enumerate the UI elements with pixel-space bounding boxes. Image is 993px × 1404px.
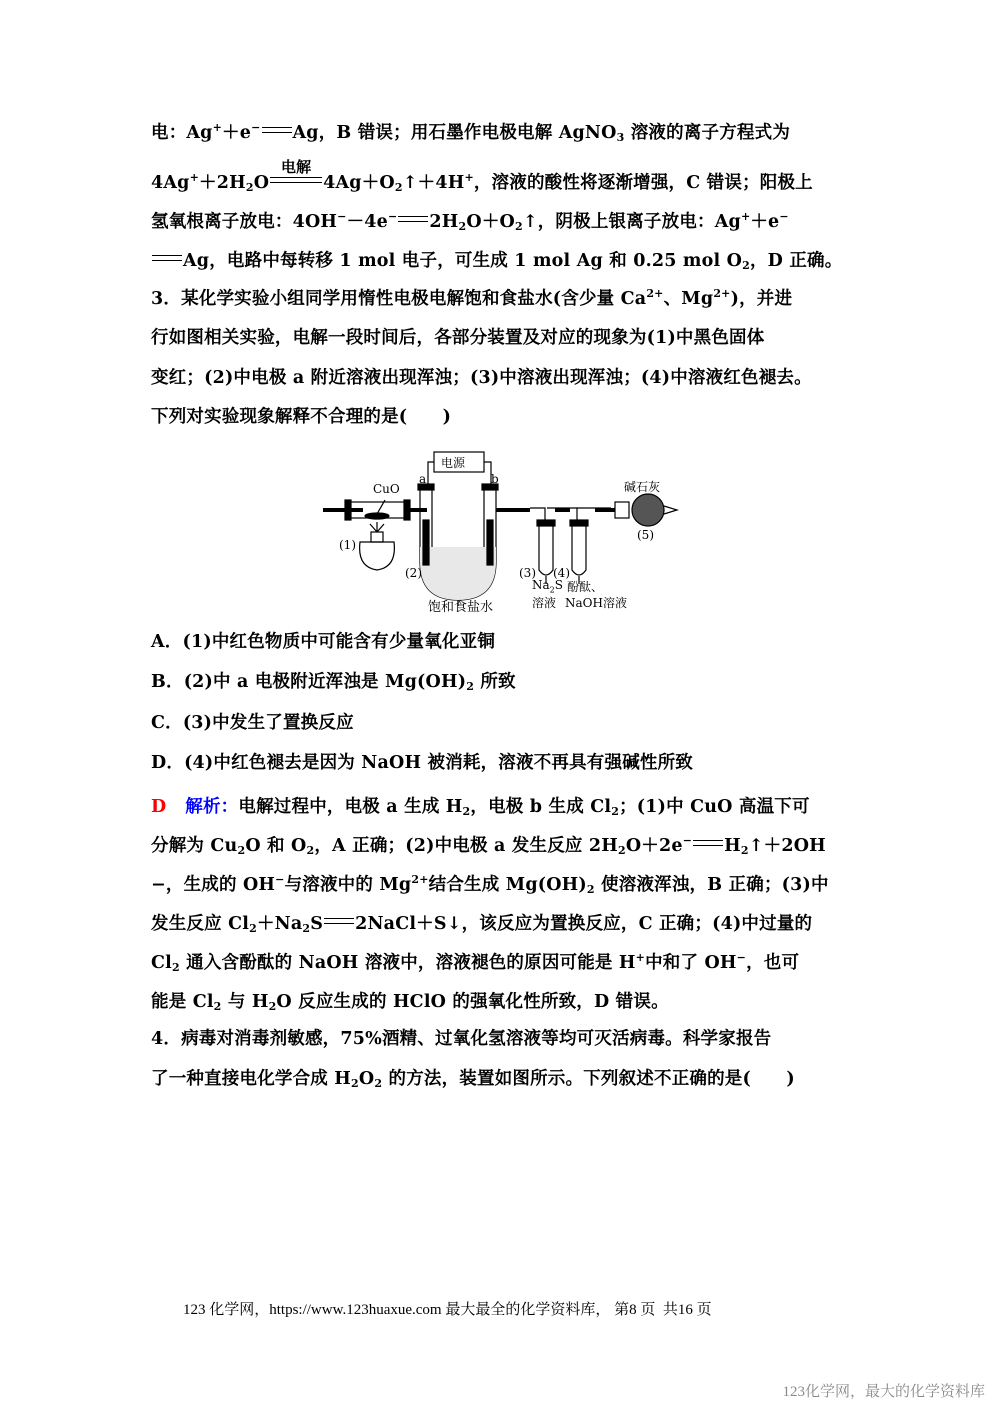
option-c: C．(3)中发生了置换反应 bbox=[151, 713, 354, 733]
text: 通入含酚酞的 NaOH 溶液中，溶液褪色的原因可能是 H bbox=[179, 953, 636, 973]
equals-sign bbox=[152, 255, 182, 261]
text: 2NaCl＋S↓，该反应为置换反应，C 正确；(4)中过量的 bbox=[355, 914, 813, 934]
text: )，并进 bbox=[730, 289, 793, 309]
question-3-line-3: 变红；(2)中电极 a 附近溶液出现浑浊；(3)中溶液出现浑浊；(4)中溶液红色褪去。 bbox=[151, 368, 812, 388]
sup: + bbox=[189, 171, 200, 184]
prev-solution-line-3 bbox=[151, 210, 851, 234]
power-source-label: 电源 bbox=[441, 456, 466, 470]
lamp-flame bbox=[370, 522, 384, 532]
equals-sign bbox=[398, 216, 428, 222]
analysis-line-4 bbox=[151, 912, 851, 936]
sup: − bbox=[275, 873, 285, 886]
analysis-line-3 bbox=[151, 873, 851, 897]
equals-sign bbox=[693, 840, 723, 846]
stopper-4 bbox=[570, 520, 588, 526]
sub: 2 bbox=[374, 1077, 383, 1090]
sup: 2+ bbox=[713, 287, 731, 300]
text: 所致 bbox=[474, 672, 516, 692]
sup: − bbox=[251, 121, 261, 134]
sup: − bbox=[682, 834, 693, 847]
text: Ag，电路中每转移 1 mol 电子，可生成 1 mol Ag 和 0.25 mol O bbox=[183, 251, 743, 271]
test-tube-3 bbox=[539, 526, 553, 575]
electrode-b bbox=[487, 520, 493, 565]
question-4-line-2 bbox=[151, 1067, 851, 1091]
total-pages: 共16 页 bbox=[662, 1302, 712, 1318]
test-tube-4 bbox=[572, 526, 586, 575]
tube-stopper-right bbox=[404, 500, 410, 520]
label-4: (4) bbox=[553, 566, 570, 580]
text: ↑＋2OH bbox=[748, 836, 826, 856]
drying-tube-neck bbox=[615, 502, 629, 518]
question-3-line-1 bbox=[151, 287, 851, 311]
naoh-solution-label: NaOH溶液 bbox=[565, 596, 627, 610]
text: O＋2e bbox=[625, 836, 683, 856]
analysis-line-5 bbox=[151, 951, 851, 975]
label-3: (3) bbox=[519, 566, 536, 580]
text: 氢氧根离子放电：4OH bbox=[151, 212, 338, 232]
sub: 2 bbox=[618, 844, 626, 857]
question-3-line-2: 行如图相关实验，电解一段时间后，各部分装置及对应的现象为(1)中黑色固体 bbox=[151, 328, 765, 348]
text: H bbox=[724, 836, 741, 856]
sub: 2 bbox=[306, 844, 315, 857]
text: 中和了 OH bbox=[645, 953, 737, 973]
text: −，生成的 OH bbox=[151, 875, 276, 895]
text: 4Ag bbox=[151, 173, 190, 193]
text: －4e bbox=[346, 212, 388, 232]
alcohol-lamp bbox=[360, 542, 395, 570]
electrolysis-apparatus-figure bbox=[315, 442, 695, 614]
phenolphthalein-label: 酚酞、 bbox=[567, 580, 604, 594]
text: O 和 O bbox=[245, 836, 307, 856]
text: Ag，B 错误；用石墨作电极电解 AgNO bbox=[292, 123, 617, 143]
text: ，A 正确；(2)中电极 a 发生反应 2H bbox=[314, 836, 618, 856]
analysis-line-2 bbox=[151, 834, 851, 858]
sup: + bbox=[212, 121, 223, 134]
text: S bbox=[310, 914, 324, 934]
text: ＋e bbox=[222, 123, 252, 143]
text: ；(1)中 CuO 高温下可 bbox=[619, 797, 810, 817]
sub: 2 bbox=[466, 680, 475, 693]
na2s-label bbox=[532, 578, 563, 594]
text: 4Ag＋O bbox=[323, 173, 395, 193]
option-a: A．(1)中红色物质中可能含有少量氧化亚铜 bbox=[151, 632, 496, 652]
analysis-line-6 bbox=[151, 990, 851, 1014]
text: ，溶液的酸性将逐渐增强，C 错误；阳极上 bbox=[473, 173, 813, 193]
footer-text: 123 化学网，https://www.123huaxue.com 最大最全的化学资料库， bbox=[183, 1302, 611, 1318]
text: 2H bbox=[429, 212, 459, 232]
sup: + bbox=[635, 951, 646, 964]
option-d: D．(4)中红色褪去是因为 NaOH 被消耗，溶液不再具有强碱性所致 bbox=[151, 753, 694, 773]
text: 电：Ag bbox=[151, 123, 213, 143]
text: 结合生成 Mg(OH) bbox=[428, 875, 587, 895]
answer-letter: D bbox=[151, 797, 167, 817]
text: ，D 正确。 bbox=[749, 251, 843, 271]
sub: 2 bbox=[458, 220, 467, 233]
question-4-line-1: 4．病毒对消毒剂敏感，75%酒精、过氧化氢溶液等均可灭活病毒。科学家报告 bbox=[151, 1029, 772, 1049]
lamp-neck bbox=[371, 532, 383, 542]
text: 分解为 Cu bbox=[151, 836, 238, 856]
equals-sign bbox=[324, 918, 354, 924]
brine-label: 饱和食盐水 bbox=[428, 600, 494, 615]
watermark: 123化学网，最大的化学资料库 bbox=[782, 1384, 985, 1400]
text: B．(2)中 a 电极附近浑浊是 Mg(OH) bbox=[151, 672, 467, 692]
sub: 2 bbox=[268, 1000, 277, 1013]
sub: 3 bbox=[616, 131, 625, 144]
label-5: (5) bbox=[637, 528, 654, 542]
electrode-b-label: b bbox=[491, 472, 499, 486]
text: 溶液的离子方程式为 bbox=[624, 123, 791, 143]
sub: 2 bbox=[171, 961, 180, 974]
wire-a bbox=[428, 462, 434, 487]
text: ＋Na bbox=[256, 914, 303, 934]
wire-b bbox=[484, 462, 491, 487]
label-1: (1) bbox=[339, 538, 356, 552]
text: ＋2H bbox=[199, 173, 246, 193]
drying-tube-tip bbox=[664, 506, 677, 514]
condition-label: 电解 bbox=[280, 158, 312, 176]
sub: 2 bbox=[742, 259, 750, 272]
brine bbox=[420, 547, 496, 600]
text: 使溶液浑浊，B 正确；(3)中 bbox=[594, 875, 829, 895]
text: 与 H bbox=[221, 992, 269, 1012]
sub: 2 bbox=[462, 805, 471, 818]
sup: − bbox=[779, 210, 789, 223]
analysis-line-1 bbox=[151, 795, 851, 819]
prev-solution-line-4 bbox=[151, 249, 851, 273]
sub: 2 bbox=[611, 805, 620, 818]
soda-lime-label: 碱石灰 bbox=[624, 480, 661, 494]
text: ，也可 bbox=[746, 953, 800, 973]
text: 的方法，装置如图所示。下列叙述不正确的是( ) bbox=[382, 1069, 795, 1089]
text: 3．某化学实验小组同学用惰性电极电解饱和食盐水(含少量 Ca bbox=[151, 289, 647, 309]
equals-sign bbox=[262, 127, 292, 133]
text: O 反应生成的 HClO 的强氧化性所致，D 错误。 bbox=[276, 992, 669, 1012]
cuo-label: CuO bbox=[373, 482, 400, 496]
text: ↑＋4H bbox=[402, 173, 465, 193]
analysis-label: 解析： bbox=[185, 797, 239, 817]
tube-stopper-left bbox=[345, 500, 351, 520]
electrode-a bbox=[423, 520, 429, 565]
text: ，电极 b 生成 Cl bbox=[470, 797, 612, 817]
soda-lime-bulb bbox=[632, 494, 664, 526]
question-3-line-4: 下列对实验现象解释不合理的是( ) bbox=[151, 407, 452, 427]
text: O bbox=[253, 173, 270, 193]
sub: 2 bbox=[249, 922, 257, 935]
sub: 2 bbox=[740, 844, 749, 857]
text: 能是 Cl bbox=[151, 992, 214, 1012]
text: 、Mg bbox=[663, 289, 714, 309]
sub: 2 bbox=[302, 922, 311, 935]
sub: 2 bbox=[237, 844, 246, 857]
sup: + bbox=[740, 210, 751, 223]
text: 发生反应 Cl bbox=[151, 914, 250, 934]
text: ↑，阴极上银离子放电：Ag bbox=[522, 212, 741, 232]
sub: 2 bbox=[245, 181, 254, 194]
sub: 2 bbox=[549, 585, 555, 595]
option-b bbox=[151, 670, 851, 694]
text: Cl bbox=[151, 953, 172, 973]
sub: 2 bbox=[351, 1077, 359, 1090]
text: Na bbox=[532, 578, 550, 592]
sup: 2+ bbox=[411, 873, 429, 886]
page-number: 第8 页 bbox=[614, 1302, 656, 1318]
prev-solution-line-1 bbox=[151, 121, 851, 145]
sup: − bbox=[388, 210, 398, 223]
text: S bbox=[554, 578, 563, 592]
text: ＋e bbox=[750, 212, 780, 232]
text: 了一种直接电化学合成 H bbox=[151, 1069, 352, 1089]
sup: − bbox=[337, 210, 347, 223]
na2s-solution-label: 溶液 bbox=[532, 596, 557, 610]
stopper-3 bbox=[537, 520, 555, 526]
text: 电解过程中，电极 a 生成 H bbox=[238, 797, 463, 817]
text: 与溶液中的 Mg bbox=[284, 875, 412, 895]
sup: − bbox=[736, 951, 747, 964]
sup: 2+ bbox=[646, 287, 664, 300]
sub: 2 bbox=[586, 883, 595, 896]
electrolysis-condition bbox=[269, 158, 323, 195]
text: O bbox=[358, 1069, 375, 1089]
prev-solution-line-2 bbox=[151, 158, 851, 195]
sub: 2 bbox=[213, 1000, 222, 1013]
text: O＋O bbox=[466, 212, 515, 232]
sub: 2 bbox=[515, 220, 523, 233]
page-footer bbox=[183, 1298, 712, 1319]
sup: + bbox=[464, 171, 474, 184]
electrode-a-label: a bbox=[419, 472, 427, 486]
label-2: (2) bbox=[405, 566, 422, 580]
sub: 2 bbox=[394, 181, 403, 194]
